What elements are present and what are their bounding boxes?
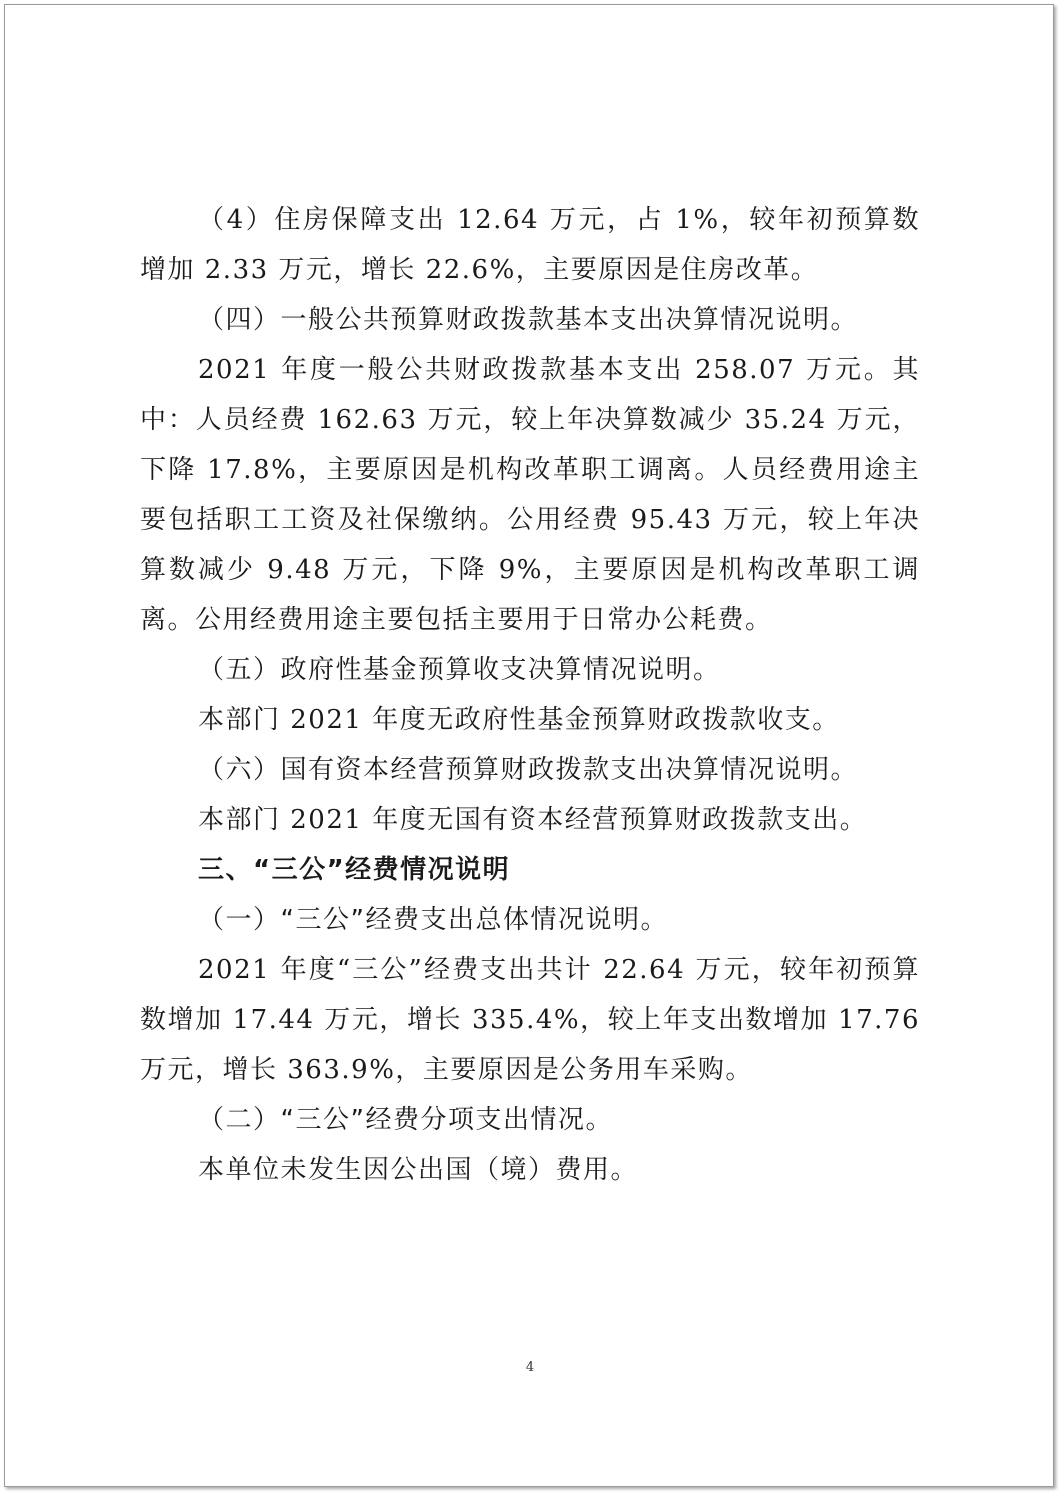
paragraph-government-fund: 本部门 2021 年度无政府性基金预算财政拨款收支。 [198,705,840,735]
heading-three-public-overall: （一）“三公”经费支出总体情况说明。 [198,905,668,935]
paragraph-housing-expense: （4）住房保障支出 12.64 万元，占 1%，较年初预算数增加 2.33 万元，增长 22.6%，主要原因是住房改革。 [140,205,920,285]
page-number: 4 [525,1360,535,1375]
paragraph-state-capital: 本部门 2021 年度无国有资本经营预算财政拨款支出。 [198,805,868,835]
document-body [140,195,920,1195]
heading-basic-expenditure: （四）一般公共预算财政拨款基本支出决算情况说明。 [198,305,859,335]
heading-state-capital: （六）国有资本经营预算财政拨款支出决算情况说明。 [198,755,859,785]
paragraph-overseas-travel: 本单位未发生因公出国（境）费用。 [198,1155,639,1185]
heading-three-public-itemized: （二）“三公”经费分项支出情况。 [198,1105,613,1135]
section-heading-three-public: 三、“三公”经费情况说明 [198,855,511,885]
paragraph-three-public-overall: 2021 年度“三公”经费支出共计 22.64 万元，较年初预算数增加 17.44 万元，增长 335.4%，较上年支出数增加 17.76 万元，增长 363.9%，主要原因是公务用车采购。 [140,955,920,1085]
paragraph-basic-expenditure: 2021 年度一般公共财政拨款基本支出 258.07 万元。其中：人员经费 162.63 万元，较上年决算数减少 35.24 万元，下降 17.8%，主要原因是机构改革职工调离。人员经费用途主要包括职工工资及社保缴纳。公用经费 95.43 万元，较上年决算数减少 9.48 万元，下降 9%，主要原因是机构改革职工调离。公用经费用途主要包括主要用于日常办公耗费。 [140,355,920,635]
heading-government-fund: （五）政府性基金预算收支决算情况说明。 [198,655,721,685]
